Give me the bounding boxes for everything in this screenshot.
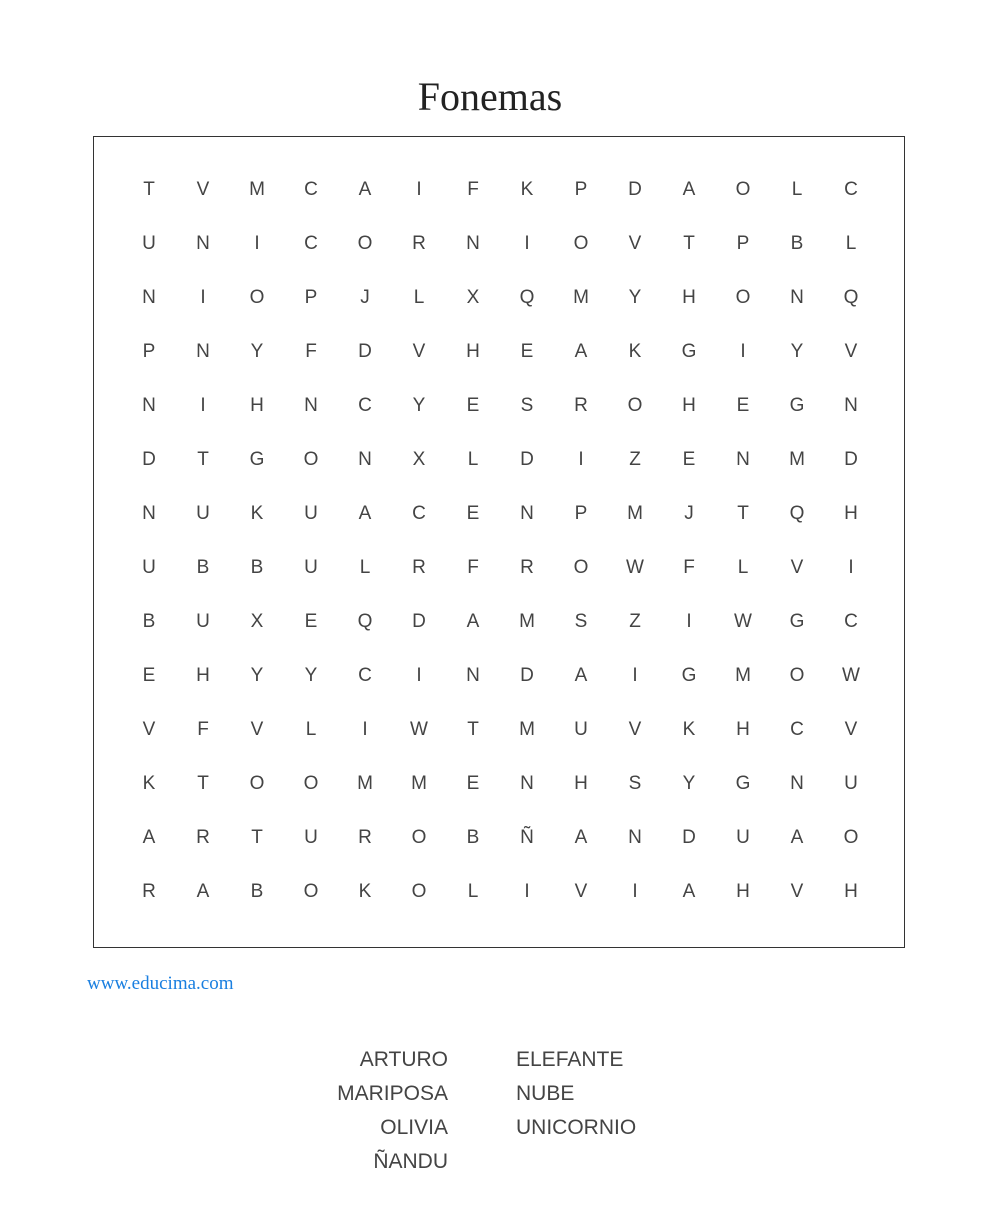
grid-letter[interactable]: M	[789, 449, 805, 470]
grid-letter[interactable]: Y	[412, 395, 426, 416]
grid-letter[interactable]: N	[358, 449, 372, 470]
grid-letter[interactable]: N	[142, 287, 156, 308]
grid-letter[interactable]: B	[196, 557, 210, 578]
grid-letter[interactable]: B	[142, 611, 156, 632]
grid-letter[interactable]: L	[305, 719, 317, 740]
grid-letter[interactable]: Q	[843, 287, 859, 308]
grid-letter[interactable]: H	[574, 773, 588, 794]
grid-letter[interactable]: C	[358, 665, 372, 686]
grid-letter[interactable]: H	[682, 287, 696, 308]
grid-letter[interactable]: D	[628, 179, 642, 200]
grid-letter[interactable]: L	[467, 881, 479, 902]
grid-letter[interactable]: C	[844, 179, 858, 200]
grid-letter[interactable]: Q	[519, 287, 535, 308]
grid-letter[interactable]: L	[467, 449, 479, 470]
grid-letter[interactable]: U	[196, 611, 210, 632]
grid-letter[interactable]: D	[520, 449, 534, 470]
grid-letter[interactable]: M	[573, 287, 589, 308]
grid-letter[interactable]: O	[789, 665, 805, 686]
grid-letter[interactable]: N	[196, 233, 210, 254]
grid-letter[interactable]: L	[359, 557, 371, 578]
grid-letter[interactable]: U	[142, 233, 156, 254]
word-list-right	[516, 1043, 736, 1145]
grid-letter[interactable]: O	[411, 827, 427, 848]
grid-letter[interactable]: O	[735, 179, 751, 200]
word-to-find: MARIPOSA	[337, 1082, 448, 1105]
grid-letter[interactable]: U	[304, 503, 318, 524]
word-to-find: ÑANDU	[373, 1150, 448, 1173]
grid-letter[interactable]: N	[736, 449, 750, 470]
grid-letter[interactable]: N	[304, 395, 318, 416]
grid-letter[interactable]: E	[736, 395, 750, 416]
grid-letter[interactable]: I	[740, 341, 746, 362]
grid-letter[interactable]: U	[304, 827, 318, 848]
grid-letter[interactable]: L	[845, 233, 857, 254]
grid-letter[interactable]: N	[628, 827, 642, 848]
grid-letter[interactable]: H	[250, 395, 264, 416]
grid-letter[interactable]: O	[735, 287, 751, 308]
grid-letter[interactable]: E	[304, 611, 318, 632]
grid-letter[interactable]: B	[790, 233, 804, 254]
grid-letter[interactable]: S	[628, 773, 642, 794]
grid-letter[interactable]: O	[249, 287, 265, 308]
grid-letter[interactable]: F	[467, 557, 479, 578]
grid-letter[interactable]: A	[466, 611, 480, 632]
grid-letter[interactable]: R	[520, 557, 534, 578]
grid-letter[interactable]: A	[142, 827, 156, 848]
grid-letter[interactable]: K	[142, 773, 156, 794]
grid-letter[interactable]: M	[357, 773, 373, 794]
grid-letter[interactable]: D	[520, 665, 534, 686]
grid-letter[interactable]: L	[413, 287, 425, 308]
grid-letter[interactable]: M	[519, 611, 535, 632]
grid-letter[interactable]: V	[628, 719, 642, 740]
grid-letter[interactable]: I	[848, 557, 854, 578]
grid-letter[interactable]: E	[682, 449, 696, 470]
grid-letter[interactable]: F	[197, 719, 209, 740]
grid-letter[interactable]: O	[411, 881, 427, 902]
grid-letter[interactable]: P	[142, 341, 156, 362]
grid-letter[interactable]: V	[790, 557, 804, 578]
grid-letter[interactable]: C	[844, 611, 858, 632]
grid-letter[interactable]: R	[196, 827, 210, 848]
grid-letter[interactable]: E	[466, 395, 480, 416]
grid-letter[interactable]: S	[520, 395, 534, 416]
grid-letter[interactable]: K	[520, 179, 534, 200]
word-to-find: ARTURO	[359, 1048, 448, 1071]
grid-letter[interactable]: T	[197, 773, 209, 794]
grid-letter[interactable]: W	[410, 719, 428, 740]
grid-letter[interactable]: V	[844, 341, 858, 362]
grid-letter[interactable]: H	[844, 503, 858, 524]
grid-letter[interactable]: U	[142, 557, 156, 578]
grid-letter[interactable]: G	[249, 449, 265, 470]
grid-letter[interactable]: J	[360, 287, 370, 308]
grid-letter[interactable]: K	[250, 503, 264, 524]
grid-letter[interactable]: R	[412, 557, 426, 578]
grid-letter[interactable]: X	[412, 449, 426, 470]
grid-letter[interactable]: C	[358, 395, 372, 416]
grid-letter[interactable]: N	[844, 395, 858, 416]
grid-letter[interactable]: A	[358, 503, 372, 524]
grid-letter[interactable]: U	[844, 773, 858, 794]
grid-letter[interactable]: M	[735, 665, 751, 686]
grid-letter[interactable]: Q	[357, 611, 373, 632]
grid-letter[interactable]: Q	[789, 503, 805, 524]
grid-letter[interactable]: W	[626, 557, 644, 578]
grid-letter[interactable]: L	[737, 557, 749, 578]
grid-letter[interactable]: N	[466, 665, 480, 686]
grid-letter[interactable]: N	[790, 287, 804, 308]
grid-letter[interactable]: Y	[250, 665, 264, 686]
grid-letter[interactable]: S	[574, 611, 588, 632]
grid-letter[interactable]: M	[627, 503, 643, 524]
word-search-grid	[93, 136, 905, 948]
grid-letter[interactable]: O	[303, 773, 319, 794]
grid-letter[interactable]: A	[574, 341, 588, 362]
grid-letter[interactable]: K	[682, 719, 696, 740]
grid-letter[interactable]: N	[142, 395, 156, 416]
grid-letter[interactable]: H	[844, 881, 858, 902]
grid-letter[interactable]: M	[519, 719, 535, 740]
grid-letter[interactable]: Ñ	[520, 827, 534, 848]
grid-letter[interactable]: F	[683, 557, 695, 578]
grid-letter[interactable]: D	[844, 449, 858, 470]
grid-letter[interactable]: N	[790, 773, 804, 794]
grid-letter[interactable]: N	[466, 233, 480, 254]
grid-letter[interactable]: A	[196, 881, 210, 902]
grid-letter[interactable]: I	[362, 719, 368, 740]
grid-letter[interactable]: N	[142, 503, 156, 524]
grid-letter[interactable]: T	[467, 719, 479, 740]
grid-letter[interactable]: I	[524, 881, 530, 902]
grid-letter[interactable]: P	[736, 233, 750, 254]
grid-letter[interactable]: B	[466, 827, 480, 848]
grid-letter[interactable]: B	[250, 881, 264, 902]
grid-letter[interactable]: D	[682, 827, 696, 848]
website-link[interactable]: www.educima.com	[87, 973, 234, 994]
grid-letter[interactable]: O	[249, 773, 265, 794]
grid-letter[interactable]: P	[304, 287, 318, 308]
grid-letter[interactable]: Y	[628, 287, 642, 308]
grid-letter[interactable]: E	[142, 665, 156, 686]
grid-letter[interactable]: A	[574, 665, 588, 686]
grid-letter[interactable]: H	[736, 719, 750, 740]
grid-letter[interactable]: X	[466, 287, 480, 308]
grid-letter[interactable]: K	[358, 881, 372, 902]
grid-letter[interactable]: Y	[682, 773, 696, 794]
grid-letter[interactable]: H	[682, 395, 696, 416]
grid-letter[interactable]: T	[737, 503, 749, 524]
grid-letter[interactable]: W	[842, 665, 860, 686]
grid-letter[interactable]: Y	[250, 341, 264, 362]
grid-letter[interactable]: I	[200, 395, 206, 416]
grid-letter[interactable]: V	[790, 881, 804, 902]
grid-letter[interactable]: T	[251, 827, 263, 848]
grid-letter[interactable]: C	[790, 719, 804, 740]
grid-letter[interactable]: I	[200, 287, 206, 308]
grid-letter[interactable]: C	[412, 503, 426, 524]
grid-letter[interactable]: W	[734, 611, 752, 632]
grid-letter[interactable]: N	[196, 341, 210, 362]
grid-letter[interactable]: N	[520, 503, 534, 524]
grid-letter[interactable]: I	[254, 233, 260, 254]
grid-letter[interactable]: E	[520, 341, 534, 362]
grid-letter[interactable]: O	[843, 827, 859, 848]
word-to-find: UNICORNIO	[516, 1116, 637, 1139]
grid-letter[interactable]: M	[249, 179, 265, 200]
grid-letter[interactable]: V	[628, 233, 642, 254]
grid-letter[interactable]: T	[197, 449, 209, 470]
grid-letter[interactable]: R	[574, 395, 588, 416]
grid-letter[interactable]: A	[358, 179, 372, 200]
grid-letter[interactable]: J	[684, 503, 694, 524]
grid-letter[interactable]: X	[250, 611, 264, 632]
grid-letter[interactable]: K	[628, 341, 642, 362]
grid-letter[interactable]: H	[736, 881, 750, 902]
grid-letter[interactable]: P	[574, 179, 588, 200]
grid-letter[interactable]: E	[466, 773, 480, 794]
word-to-find: NUBE	[516, 1082, 575, 1105]
grid-letter[interactable]: O	[303, 449, 319, 470]
grid-letter[interactable]: I	[578, 449, 584, 470]
grid-letter[interactable]: C	[304, 233, 318, 254]
grid-letter[interactable]: I	[416, 179, 422, 200]
grid-letter[interactable]: U	[196, 503, 210, 524]
grid-letter[interactable]: O	[573, 557, 589, 578]
grid-letter[interactable]: L	[791, 179, 803, 200]
grid-letter[interactable]: D	[142, 449, 156, 470]
grid-letter[interactable]: T	[683, 233, 695, 254]
grid-letter[interactable]: F	[305, 341, 317, 362]
grid-letter[interactable]: Z	[629, 449, 641, 470]
grid-letter[interactable]: A	[682, 179, 696, 200]
grid-letter[interactable]: I	[632, 665, 638, 686]
grid-letter[interactable]: F	[467, 179, 479, 200]
grid-letter[interactable]: V	[196, 179, 210, 200]
grid-letter[interactable]: G	[789, 395, 805, 416]
grid-letter[interactable]: R	[412, 233, 426, 254]
grid-letter[interactable]: I	[686, 611, 692, 632]
grid-letter[interactable]: A	[682, 881, 696, 902]
grid-letter[interactable]: O	[627, 395, 643, 416]
grid-letter[interactable]: G	[681, 665, 697, 686]
grid-letter[interactable]: R	[142, 881, 156, 902]
grid-letter[interactable]: H	[196, 665, 210, 686]
grid-letter[interactable]: V	[250, 719, 264, 740]
grid-letter[interactable]: V	[142, 719, 156, 740]
grid-letter[interactable]: D	[358, 341, 372, 362]
grid-letter[interactable]: Z	[629, 611, 641, 632]
grid-letter[interactable]: Y	[304, 665, 318, 686]
grid-letter[interactable]: U	[574, 719, 588, 740]
grid-letter[interactable]: O	[357, 233, 373, 254]
grid-letter[interactable]: T	[143, 179, 155, 200]
grid-letter[interactable]: U	[736, 827, 750, 848]
grid-letter[interactable]: G	[735, 773, 751, 794]
grid-letter[interactable]: A	[790, 827, 804, 848]
grid-letter[interactable]: E	[466, 503, 480, 524]
grid-letter[interactable]: O	[573, 233, 589, 254]
grid-letter[interactable]: D	[412, 611, 426, 632]
grid-letter[interactable]: V	[574, 881, 588, 902]
grid-letter[interactable]: A	[574, 827, 588, 848]
grid-letter[interactable]: V	[412, 341, 426, 362]
word-to-find: OLIVIA	[380, 1116, 448, 1139]
grid-letter[interactable]: N	[520, 773, 534, 794]
grid-letter[interactable]: I	[416, 665, 422, 686]
grid-letter[interactable]: U	[304, 557, 318, 578]
grid-letter[interactable]: V	[844, 719, 858, 740]
grid-letter[interactable]: I	[524, 233, 530, 254]
grid-letter[interactable]: Y	[790, 341, 804, 362]
grid-letter[interactable]: R	[358, 827, 372, 848]
grid-letter[interactable]: B	[250, 557, 264, 578]
grid-letter[interactable]: C	[304, 179, 318, 200]
page-title: Fonemas	[417, 74, 563, 119]
word-list-left	[250, 1043, 448, 1179]
grid-letter[interactable]: G	[789, 611, 805, 632]
grid-letter[interactable]: I	[632, 881, 638, 902]
grid-letter[interactable]: G	[681, 341, 697, 362]
grid-letter[interactable]: O	[303, 881, 319, 902]
word-to-find: ELEFANTE	[516, 1048, 624, 1071]
grid-letter[interactable]: H	[466, 341, 480, 362]
grid-letter[interactable]: M	[411, 773, 427, 794]
grid-letter[interactable]: P	[574, 503, 588, 524]
